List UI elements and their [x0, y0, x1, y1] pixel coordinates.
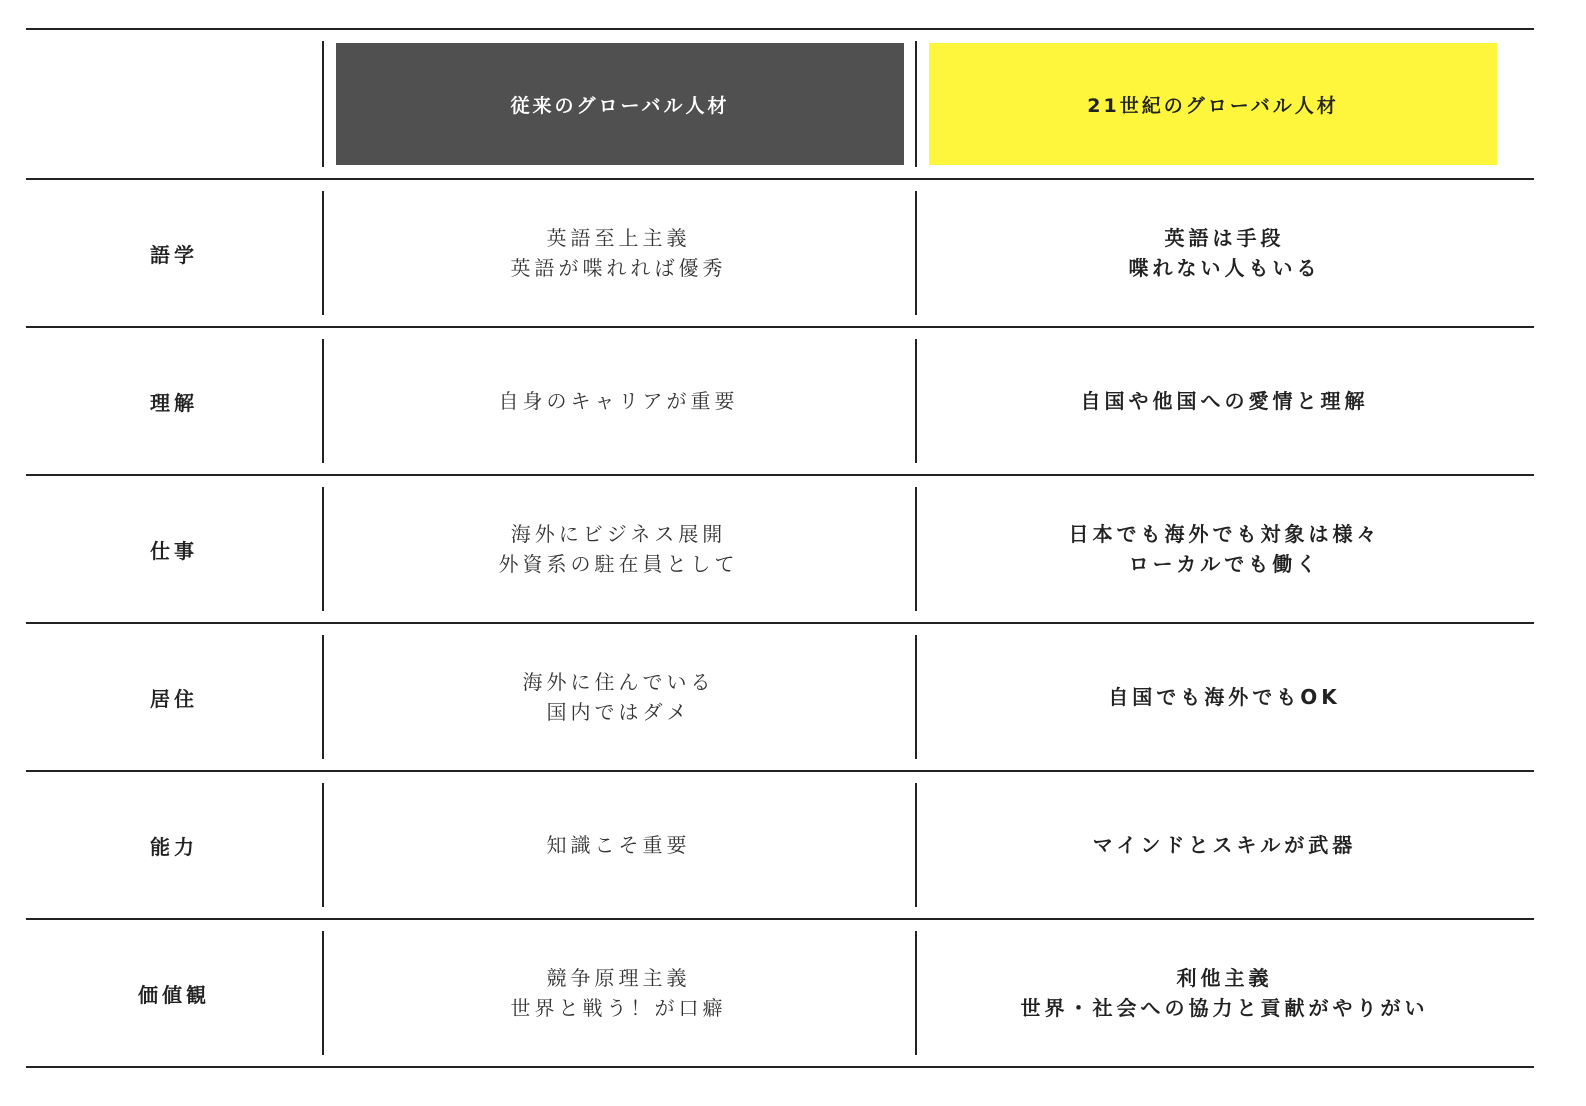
table-row	[26, 624, 1534, 772]
row-label: 価値観	[138, 982, 210, 1007]
traditional-cell	[322, 328, 915, 474]
modern-text	[1021, 963, 1429, 1023]
modern-line: 日本でも海外でも対象は様々	[1068, 522, 1381, 546]
table-header-row	[26, 30, 1534, 180]
row-label: 仕事	[150, 538, 198, 563]
table-row	[26, 920, 1534, 1068]
modern-text	[1081, 386, 1369, 416]
modern-text	[1129, 223, 1321, 283]
header-21st-century-global-talent	[929, 43, 1497, 165]
table-row	[26, 476, 1534, 624]
traditional-text	[499, 386, 739, 416]
header-traditional-label: 従来のグローバル人材	[510, 94, 730, 117]
header-traditional-global-talent	[336, 43, 904, 165]
row-label-cell	[26, 624, 322, 770]
traditional-line: 世界と戦う！が口癖	[510, 996, 727, 1020]
traditional-line: 競争原理主義	[546, 966, 691, 990]
traditional-cell	[322, 180, 915, 326]
modern-text	[1069, 519, 1381, 579]
modern-line: 世界・社会への協力と貢献がやりがい	[1020, 996, 1429, 1020]
row-label-cell	[26, 476, 322, 622]
modern-cell	[915, 920, 1534, 1066]
traditional-text	[511, 963, 727, 1023]
traditional-line: 海外に住んでいる	[522, 670, 715, 694]
modern-text	[1108, 682, 1341, 712]
row-label: 理解	[150, 390, 198, 415]
traditional-line: 英語至上主義	[546, 226, 691, 250]
traditional-line: 英語が喋れれば優秀	[510, 256, 727, 280]
header-21st-century-label: 21世紀のグローバル人材	[1087, 94, 1339, 117]
modern-line: マインドとスキルが武器	[1092, 833, 1357, 857]
row-label-cell	[26, 920, 322, 1066]
traditional-text	[523, 667, 715, 727]
traditional-text	[511, 223, 727, 283]
traditional-text	[547, 830, 691, 860]
modern-line: 英語は手段	[1164, 226, 1285, 250]
table-row	[26, 328, 1534, 476]
traditional-cell	[322, 772, 915, 918]
modern-cell	[915, 772, 1534, 918]
modern-line: 自国や他国への愛情と理解	[1080, 389, 1369, 413]
header-empty-cell	[26, 30, 322, 178]
modern-cell	[915, 476, 1534, 622]
traditional-line: 国内ではダメ	[546, 700, 691, 724]
table-row	[26, 772, 1534, 920]
column-divider	[915, 41, 917, 167]
row-label: 能力	[150, 834, 198, 859]
modern-line: 自国でも海外でもOK	[1108, 685, 1341, 709]
traditional-text	[499, 519, 739, 579]
row-label-cell	[26, 328, 322, 474]
traditional-line: 知識こそ重要	[546, 833, 691, 857]
row-label-cell	[26, 772, 322, 918]
traditional-line: 自身のキャリアが重要	[498, 389, 739, 413]
comparison-table	[26, 28, 1534, 1068]
traditional-line: 海外にビジネス展開	[510, 522, 727, 546]
modern-line: 利他主義	[1176, 966, 1273, 990]
row-label: 居住	[150, 686, 198, 711]
traditional-cell	[322, 476, 915, 622]
modern-line: 喋れない人もいる	[1128, 256, 1321, 280]
modern-line: ローカルでも働く	[1128, 552, 1321, 576]
modern-cell	[915, 624, 1534, 770]
modern-cell	[915, 180, 1534, 326]
table-row	[26, 180, 1534, 328]
row-label: 語学	[150, 242, 198, 267]
modern-text	[1093, 830, 1356, 860]
modern-cell	[915, 328, 1534, 474]
traditional-line: 外資系の駐在員として	[498, 552, 739, 576]
row-label-cell	[26, 180, 322, 326]
column-divider	[322, 41, 324, 167]
traditional-cell	[322, 624, 915, 770]
traditional-cell	[322, 920, 915, 1066]
